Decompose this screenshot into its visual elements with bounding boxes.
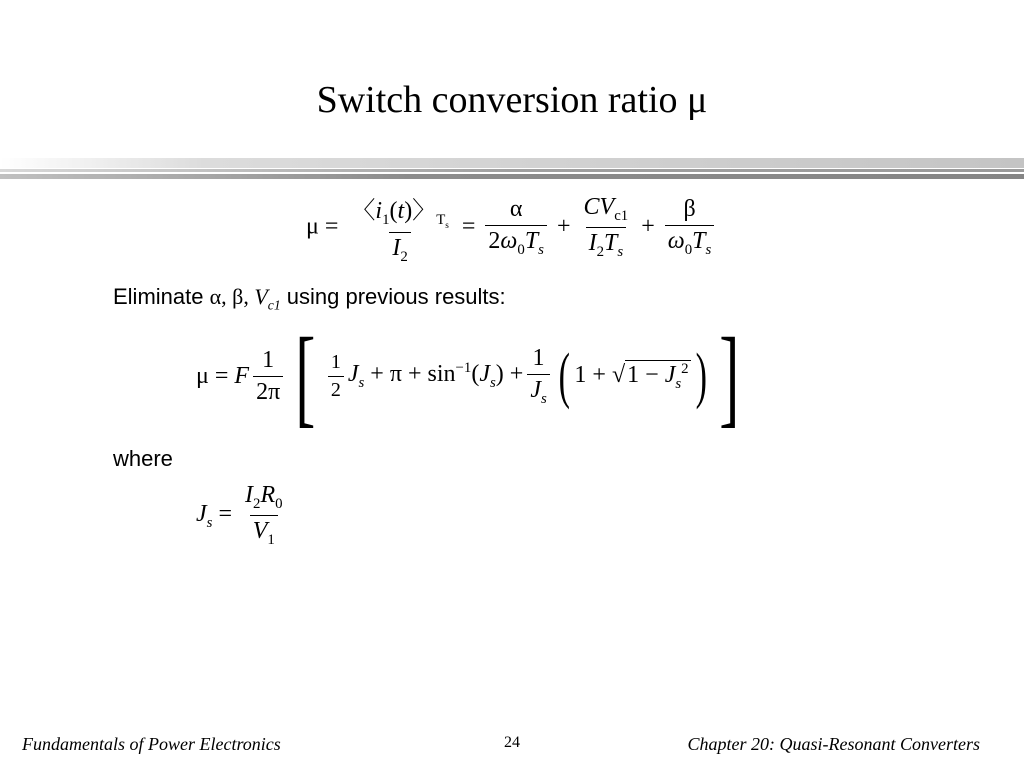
slide-title: Switch conversion ratio μ (316, 79, 708, 121)
footer-right: Chapter 20: Quasi-Resonant Converters (687, 734, 980, 754)
footer-left: Fundamentals of Power Electronics (22, 734, 281, 754)
where-label: where (113, 446, 173, 471)
page-number: 24 (504, 734, 520, 751)
equation-mu-result: μ = F $\frac{1}{2\pi}$ [ $\frac{1}{2}$ $J_s + \pi + \sin^{-1}(J_s)$ + $\frac{1}{J_s}$ ( $1 + √1 - J_s^2$ ) ] (196, 314, 740, 437)
equation-js-definition: $J_s$ = $\frac{I_2R_0}{V_1}$ (196, 482, 283, 548)
equation-mu-definition: μ = $\frac{〈i_1(t)〉_{T_s}}{I_2}$ = $\frac{\alpha}{2\omega_0T_s}$ + $\frac{CV_{c1}}{I_2T_s}$ + $\frac{\beta}{\omega_0T_s}$ (306, 190, 718, 266)
eliminate-text: Eliminate α, β, $V_{c1}$ using previous results: (113, 284, 506, 313)
title-divider (0, 158, 1024, 180)
